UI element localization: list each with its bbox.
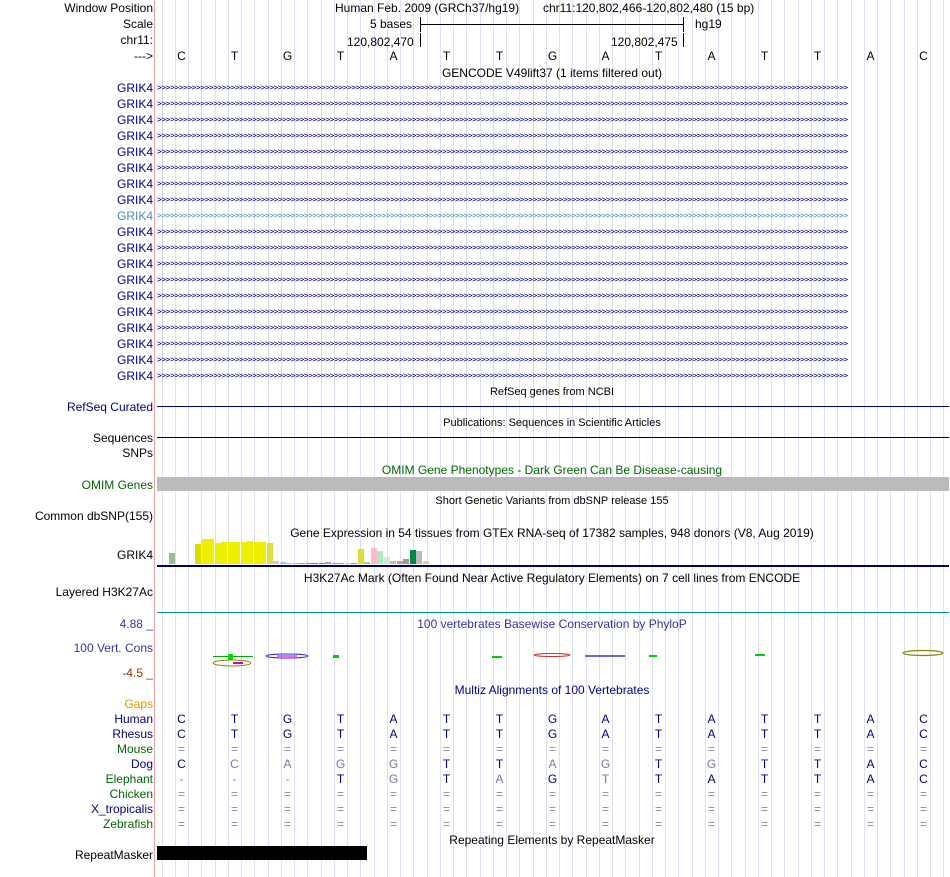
reference-base: T <box>495 49 504 63</box>
multiz-base: T <box>760 772 769 786</box>
multiz-base: = <box>283 787 291 801</box>
gencode-gene-label[interactable]: GRIK4 <box>116 273 153 287</box>
gtex-tissue-bar[interactable] <box>351 563 357 564</box>
multiz-base: T <box>336 712 345 726</box>
multiz-base: C <box>177 712 186 726</box>
reference-base: T <box>230 49 239 63</box>
gtex-expression-bars[interactable] <box>157 538 949 566</box>
multiz-base: A <box>389 712 398 726</box>
multiz-base: G <box>335 757 346 771</box>
gencode-gene-label[interactable]: GRIK4 <box>116 241 153 255</box>
multiz-base: = <box>654 802 662 816</box>
multiz-base: T <box>336 727 345 741</box>
gencode-transcript[interactable]: >>>>>>>>>>>>>>>>>>>>>>>>>>>>>>>>>>>>>>>>>>>>>>>>>>>>>>>>>>>>>>>>>>>>>>>>>>>>>>>>>>>>>>>>>>>>>>>>>>>>>>>>>>>>>>>>>>>>>>>>>>>>>>>>>>>>>>>>>>>>>>>>>>>>>>>>>>>>>>>> <box>157 259 848 268</box>
multiz-base: C <box>919 727 928 741</box>
h3k27ac-track-title[interactable]: H3K27Ac Mark (Often Found Near Active Regulatory Elements) on 7 cell lines from ENCODE <box>303 571 801 585</box>
multiz-base: G <box>282 727 293 741</box>
multiz-base: G <box>388 757 399 771</box>
gtex-tissue-bar[interactable] <box>403 559 409 564</box>
multiz-base: = <box>177 742 185 756</box>
multiz-base: T <box>230 712 239 726</box>
reference-base: A <box>601 49 610 63</box>
multiz-base: = <box>601 802 609 816</box>
gencode-transcript[interactable]: >>>>>>>>>>>>>>>>>>>>>>>>>>>>>>>>>>>>>>>>>>>>>>>>>>>>>>>>>>>>>>>>>>>>>>>>>>>>>>>>>>>>>>>>>>>>>>>>>>>>>>>>>>>>>>>>>>>>>>>>>>>>>>>>>>>>>>>>>>>>>>>>>>>>>>>>>>>>>>>> <box>157 227 848 236</box>
phylop-mark <box>277 655 297 657</box>
multiz-base: = <box>813 802 821 816</box>
reference-base: A <box>707 49 716 63</box>
multiz-species-label[interactable]: Zebrafish <box>102 817 153 831</box>
gencode-gene-label[interactable]: GRIK4 <box>116 289 153 303</box>
multiz-base: G <box>706 757 717 771</box>
multiz-base: T <box>813 712 822 726</box>
multiz-base: G <box>547 727 558 741</box>
multiz-base: A <box>548 757 557 771</box>
common-dbsnp-label[interactable]: Common dbSNP(155) <box>34 509 153 523</box>
gencode-track-title[interactable]: GENCODE V49lift37 (1 items filtered out) <box>441 66 663 80</box>
gtex-tissue-bar[interactable] <box>208 539 214 564</box>
gtex-tissue-bar[interactable] <box>423 561 429 564</box>
gtex-tissue-bar[interactable] <box>221 542 227 564</box>
phylop-mark <box>492 656 502 658</box>
gtex-tissue-bar[interactable] <box>182 563 188 564</box>
phylop-mark <box>228 654 233 660</box>
multiz-base: G <box>600 757 611 771</box>
multiz-base: = <box>707 742 715 756</box>
assembly-title: Human Feb. 2009 (GRCh37/hg19) <box>335 1 520 15</box>
reference-base: T <box>654 49 663 63</box>
multiz-base: = <box>654 817 662 831</box>
strand-arrow-label[interactable]: ---> <box>134 49 153 63</box>
reference-base: G <box>282 49 293 63</box>
multiz-base: = <box>548 802 556 816</box>
multiz-base: = <box>813 742 821 756</box>
phylop-label[interactable]: 100 Vert. Cons <box>73 641 153 655</box>
multiz-base: A <box>389 727 398 741</box>
repeatmasker-track-title[interactable]: Repeating Elements by RepeatMasker <box>449 833 655 847</box>
reference-base: G <box>547 49 558 63</box>
db-label: hg19 <box>695 17 722 31</box>
gencode-gene-label[interactable]: GRIK4 <box>116 145 153 159</box>
multiz-base: = <box>707 802 715 816</box>
gtex-tissue-bar[interactable] <box>260 542 266 564</box>
reference-base: C <box>177 49 186 63</box>
gencode-gene-label[interactable]: GRIK4 <box>116 337 153 351</box>
gencode-transcript[interactable]: >>>>>>>>>>>>>>>>>>>>>>>>>>>>>>>>>>>>>>>>>>>>>>>>>>>>>>>>>>>>>>>>>>>>>>>>>>>>>>>>>>>>>>>>>>>>>>>>>>>>>>>>>>>>>>>>>>>>>>>>>>>>>>>>>>>>>>>>>>>>>>>>>>>>>>>>>>>>>>>> <box>157 147 848 156</box>
multiz-base: = <box>495 787 503 801</box>
gencode-transcript[interactable]: >>>>>>>>>>>>>>>>>>>>>>>>>>>>>>>>>>>>>>>>>>>>>>>>>>>>>>>>>>>>>>>>>>>>>>>>>>>>>>>>>>>>>>>>>>>>>>>>>>>>>>>>>>>>>>>>>>>>>>>>>>>>>>>>>>>>>>>>>>>>>>>>>>>>>>>>>>>>>>>> <box>157 339 848 348</box>
multiz-base: = <box>230 787 238 801</box>
gtex-tissue-bar[interactable] <box>169 553 175 564</box>
phylop-mark <box>649 655 657 657</box>
multiz-base: = <box>866 817 874 831</box>
gencode-transcript[interactable]: >>>>>>>>>>>>>>>>>>>>>>>>>>>>>>>>>>>>>>>>>>>>>>>>>>>>>>>>>>>>>>>>>>>>>>>>>>>>>>>>>>>>>>>>>>>>>>>>>>>>>>>>>>>>>>>>>>>>>>>>>>>>>>>>>>>>>>>>>>>>>>>>>>>>>>>>>>>>>>>> <box>157 195 848 204</box>
multiz-base: = <box>919 787 927 801</box>
multiz-base: A <box>707 772 716 786</box>
multiz-base: - <box>179 772 184 786</box>
multiz-base: C <box>919 757 928 771</box>
gaps-label[interactable]: Gaps <box>124 697 153 711</box>
multiz-base: A <box>707 712 716 726</box>
multiz-base: = <box>495 742 503 756</box>
multiz-base: T <box>760 727 769 741</box>
multiz-base: T <box>442 727 451 741</box>
gencode-gene-label[interactable]: GRIK4 <box>116 257 153 271</box>
snps-label[interactable]: SNPs <box>122 446 153 460</box>
multiz-base: A <box>866 757 875 771</box>
multiz-base: T <box>230 727 239 741</box>
multiz-base: A <box>283 757 292 771</box>
multiz-base: T <box>654 772 663 786</box>
gencode-gene-label[interactable]: GRIK4 <box>116 113 153 127</box>
multiz-base: A <box>866 712 875 726</box>
reference-base: T <box>760 49 769 63</box>
phylop-mark <box>333 655 339 658</box>
multiz-base: T <box>495 727 504 741</box>
multiz-base: = <box>866 787 874 801</box>
repeatmasker-element[interactable] <box>157 846 367 860</box>
multiz-base: = <box>601 787 609 801</box>
gencode-gene-label[interactable]: GRIK4 <box>116 81 153 95</box>
omim-gene-bar[interactable] <box>157 477 949 491</box>
reference-base: T <box>813 49 822 63</box>
multiz-base: = <box>389 787 397 801</box>
multiz-base: - <box>232 772 237 786</box>
multiz-base: A <box>601 727 610 741</box>
gencode-transcript[interactable]: >>>>>>>>>>>>>>>>>>>>>>>>>>>>>>>>>>>>>>>>>>>>>>>>>>>>>>>>>>>>>>>>>>>>>>>>>>>>>>>>>>>>>>>>>>>>>>>>>>>>>>>>>>>>>>>>>>>>>>>>>>>>>>>>>>>>>>>>>>>>>>>>>>>>>>>>>>>>>>>> <box>157 291 848 300</box>
coord-tick-1: 120,802,470 <box>347 35 414 49</box>
phylop-mark <box>213 660 251 666</box>
multiz-base: T <box>442 772 451 786</box>
gencode-transcript[interactable]: >>>>>>>>>>>>>>>>>>>>>>>>>>>>>>>>>>>>>>>>>>>>>>>>>>>>>>>>>>>>>>>>>>>>>>>>>>>>>>>>>>>>>>>>>>>>>>>>>>>>>>>>>>>>>>>>>>>>>>>>>>>>>>>>>>>>>>>>>>>>>>>>>>>>>>>>>>>>>>>> <box>157 243 848 252</box>
multiz-base: = <box>760 817 768 831</box>
multiz-base: C <box>919 772 928 786</box>
multiz-base: = <box>601 742 609 756</box>
multiz-base: T <box>760 757 769 771</box>
multiz-species-label[interactable]: Mouse <box>116 742 153 756</box>
gencode-transcript[interactable]: >>>>>>>>>>>>>>>>>>>>>>>>>>>>>>>>>>>>>>>>>>>>>>>>>>>>>>>>>>>>>>>>>>>>>>>>>>>>>>>>>>>>>>>>>>>>>>>>>>>>>>>>>>>>>>>>>>>>>>>>>>>>>>>>>>>>>>>>>>>>>>>>>>>>>>>>>>>>>>>> <box>157 83 848 92</box>
multiz-base: = <box>389 817 397 831</box>
multiz-base: G <box>282 712 293 726</box>
h3k27ac-signal-line[interactable] <box>157 612 949 613</box>
multiz-base: = <box>760 787 768 801</box>
gencode-gene-label[interactable]: GRIK4 <box>116 321 153 335</box>
gencode-gene-label[interactable]: GRIK4 <box>116 161 153 175</box>
multiz-base: = <box>760 742 768 756</box>
multiz-base: = <box>866 802 874 816</box>
multiz-base: T <box>760 712 769 726</box>
multiz-base: = <box>601 817 609 831</box>
gencode-transcript[interactable]: >>>>>>>>>>>>>>>>>>>>>>>>>>>>>>>>>>>>>>>>>>>>>>>>>>>>>>>>>>>>>>>>>>>>>>>>>>>>>>>>>>>>>>>>>>>>>>>>>>>>>>>>>>>>>>>>>>>>>>>>>>>>>>>>>>>>>>>>>>>>>>>>>>>>>>>>>>>>>>>> <box>157 323 848 332</box>
reference-base: A <box>389 49 398 63</box>
gtex-tissue-bar[interactable] <box>312 563 318 564</box>
dbsnp-track-title[interactable]: Short Genetic Variants from dbSNP release 155 <box>435 495 669 507</box>
scale-text: 5 bases <box>370 17 413 31</box>
multiz-base: C <box>919 712 928 726</box>
multiz-base: G <box>547 772 558 786</box>
multiz-base: = <box>919 817 927 831</box>
multiz-base: T <box>654 727 663 741</box>
multiz-base: T <box>601 772 610 786</box>
gencode-gene-label[interactable]: GRIK4 <box>116 129 153 143</box>
gtex-tissue-bar[interactable] <box>273 561 279 564</box>
gencode-transcript[interactable]: >>>>>>>>>>>>>>>>>>>>>>>>>>>>>>>>>>>>>>>>>>>>>>>>>>>>>>>>>>>>>>>>>>>>>>>>>>>>>>>>>>>>>>>>>>>>>>>>>>>>>>>>>>>>>>>>>>>>>>>>>>>>>>>>>>>>>>>>>>>>>>>>>>>>>>>>>>>>>>>> <box>157 163 848 172</box>
multiz-base: = <box>283 742 291 756</box>
multiz-base: T <box>442 712 451 726</box>
multiz-base: T <box>654 712 663 726</box>
multiz-species-label[interactable]: Chicken <box>109 787 153 801</box>
multiz-base: = <box>813 787 821 801</box>
gtex-tissue-bar[interactable] <box>286 563 292 564</box>
gencode-transcript[interactable]: >>>>>>>>>>>>>>>>>>>>>>>>>>>>>>>>>>>>>>>>>>>>>>>>>>>>>>>>>>>>>>>>>>>>>>>>>>>>>>>>>>>>>>>>>>>>>>>>>>>>>>>>>>>>>>>>>>>>>>>>>>>>>>>>>>>>>>>>>>>>>>>>>>>>>>>>>>>>>>>> <box>157 307 848 316</box>
gencode-transcript[interactable]: >>>>>>>>>>>>>>>>>>>>>>>>>>>>>>>>>>>>>>>>>>>>>>>>>>>>>>>>>>>>>>>>>>>>>>>>>>>>>>>>>>>>>>>>>>>>>>>>>>>>>>>>>>>>>>>>>>>>>>>>>>>>>>>>>>>>>>>>>>>>>>>>>>>>>>>>>>>>>>>> <box>157 131 848 140</box>
phylop-signal[interactable] <box>157 645 949 669</box>
multiz-species-label[interactable]: Elephant <box>105 772 153 786</box>
label-separator <box>154 0 155 877</box>
gtex-tissue-bar[interactable] <box>364 562 370 564</box>
multiz-base: = <box>442 817 450 831</box>
multiz-base: = <box>707 817 715 831</box>
reference-base: A <box>866 49 875 63</box>
multiz-base: = <box>495 817 503 831</box>
multiz-base: = <box>283 802 291 816</box>
multiz-base: A <box>495 772 504 786</box>
multiz-base: T <box>336 772 345 786</box>
multiz-base: = <box>919 742 927 756</box>
multiz-base: C <box>230 757 239 771</box>
multiz-base: = <box>389 742 397 756</box>
gtex-tissue-bar[interactable] <box>325 562 331 564</box>
gencode-gene-label[interactable]: GRIK4 <box>116 177 153 191</box>
reference-base: C <box>919 49 928 63</box>
window-position-label: Window Position <box>64 1 153 15</box>
multiz-base: = <box>336 802 344 816</box>
phylop-max-value: 4.88 _ <box>119 617 153 631</box>
gtex-track-title[interactable]: Gene Expression in 54 tissues from GTEx RNA-seq of 17382 samples, 948 donors (V8, Aug 2019) <box>290 526 814 540</box>
multiz-species-label[interactable]: Dog <box>130 757 153 771</box>
gencode-gene-label[interactable]: GRIK4 <box>116 209 153 223</box>
multiz-base: = <box>230 802 238 816</box>
publications-sequences-line[interactable] <box>157 437 949 438</box>
multiz-species-label[interactable]: Rhesus <box>112 727 153 741</box>
coord-tick-2: 120,802,475 <box>611 35 678 49</box>
multiz-species-label[interactable]: Human <box>114 712 153 726</box>
scale-bar-left-tick <box>420 17 421 32</box>
multiz-base: G <box>547 712 558 726</box>
multiz-base: = <box>654 742 662 756</box>
multiz-base: = <box>707 787 715 801</box>
multiz-base: = <box>495 802 503 816</box>
gtex-gene-line[interactable] <box>157 565 949 567</box>
gtex-tissue-bar[interactable] <box>338 563 344 564</box>
multiz-base: T <box>495 757 504 771</box>
phylop-track-title[interactable]: 100 vertebrates Basewise Conservation by PhyloP <box>417 617 687 631</box>
phylop-min-value: -4.5 _ <box>122 666 153 680</box>
multiz-base: C <box>177 757 186 771</box>
repeatmasker-label[interactable]: RepeatMasker <box>74 848 153 862</box>
gencode-transcript[interactable]: >>>>>>>>>>>>>>>>>>>>>>>>>>>>>>>>>>>>>>>>>>>>>>>>>>>>>>>>>>>>>>>>>>>>>>>>>>>>>>>>>>>>>>>>>>>>>>>>>>>>>>>>>>>>>>>>>>>>>>>>>>>>>>>>>>>>>>>>>>>>>>>>>>>>>>>>>>>>>>>> <box>157 211 848 220</box>
multiz-base: = <box>760 802 768 816</box>
scale-bar <box>420 24 684 25</box>
multiz-base: A <box>866 727 875 741</box>
reference-base: T <box>336 49 345 63</box>
multiz-base: T <box>654 757 663 771</box>
gtex-tissue-bar[interactable] <box>195 544 201 564</box>
multiz-base: A <box>707 727 716 741</box>
multiz-base: = <box>866 742 874 756</box>
phylop-mark <box>903 651 943 656</box>
gencode-transcript[interactable]: >>>>>>>>>>>>>>>>>>>>>>>>>>>>>>>>>>>>>>>>>>>>>>>>>>>>>>>>>>>>>>>>>>>>>>>>>>>>>>>>>>>>>>>>>>>>>>>>>>>>>>>>>>>>>>>>>>>>>>>>>>>>>>>>>>>>>>>>>>>>>>>>>>>>>>>>>>>>>>>> <box>157 179 848 188</box>
gtex-tissue-bar[interactable] <box>299 563 305 564</box>
coord-tick-1-mark <box>420 33 421 47</box>
gencode-transcript[interactable]: >>>>>>>>>>>>>>>>>>>>>>>>>>>>>>>>>>>>>>>>>>>>>>>>>>>>>>>>>>>>>>>>>>>>>>>>>>>>>>>>>>>>>>>>>>>>>>>>>>>>>>>>>>>>>>>>>>>>>>>>>>>>>>>>>>>>>>>>>>>>>>>>>>>>>>>>>>>>>>>> <box>157 355 848 364</box>
multiz-base: = <box>336 742 344 756</box>
multiz-base: = <box>336 817 344 831</box>
refseq-track-title[interactable]: RefSeq genes from NCBI <box>489 386 615 398</box>
omim-track-title[interactable]: OMIM Gene Phenotypes - Dark Green Can Be Disease-causing <box>381 463 723 477</box>
reference-base: T <box>442 49 451 63</box>
gencode-gene-label[interactable]: GRIK4 <box>116 369 153 383</box>
gencode-transcript[interactable]: >>>>>>>>>>>>>>>>>>>>>>>>>>>>>>>>>>>>>>>>>>>>>>>>>>>>>>>>>>>>>>>>>>>>>>>>>>>>>>>>>>>>>>>>>>>>>>>>>>>>>>>>>>>>>>>>>>>>>>>>>>>>>>>>>>>>>>>>>>>>>>>>>>>>>>>>>>>>>>>> <box>157 115 848 124</box>
refseq-curated-label[interactable]: RefSeq Curated <box>66 400 153 414</box>
multiz-base: = <box>177 802 185 816</box>
h3k27ac-label[interactable]: Layered H3K27Ac <box>55 585 153 599</box>
multiz-base: G <box>388 772 399 786</box>
multiz-track-title[interactable]: Multiz Alignments of 100 Vertebrates <box>454 683 650 697</box>
scale-bar-right-tick <box>683 17 684 32</box>
multiz-base: T <box>442 757 451 771</box>
publications-sequences-label[interactable]: Sequences <box>92 431 153 445</box>
multiz-base: = <box>813 817 821 831</box>
multiz-base: = <box>442 802 450 816</box>
multiz-base: = <box>177 787 185 801</box>
multiz-base: T <box>813 772 822 786</box>
multiz-base: T <box>813 727 822 741</box>
multiz-base: = <box>177 817 185 831</box>
multiz-base: A <box>866 772 875 786</box>
multiz-base: A <box>601 712 610 726</box>
scale-label: Scale <box>122 17 153 31</box>
gencode-gene-label[interactable]: GRIK4 <box>116 353 153 367</box>
multiz-base: - <box>285 772 290 786</box>
multiz-base: = <box>442 742 450 756</box>
multiz-base: = <box>230 817 238 831</box>
gencode-gene-label[interactable]: GRIK4 <box>116 305 153 319</box>
gtex-tissue-bar[interactable] <box>416 551 422 564</box>
omim-genes-label[interactable]: OMIM Genes <box>81 478 153 492</box>
gtex-tissue-bar[interactable] <box>234 542 240 564</box>
gtex-gene-label[interactable]: GRIK4 <box>116 548 153 562</box>
position-readout: chr11:120,802,466-120,802,480 (15 bp) <box>543 1 755 15</box>
refseq-curated-line[interactable] <box>157 406 949 407</box>
gtex-tissue-bar[interactable] <box>377 551 383 564</box>
multiz-base: = <box>654 787 662 801</box>
phylop-mark <box>755 654 765 656</box>
gencode-transcript[interactable]: >>>>>>>>>>>>>>>>>>>>>>>>>>>>>>>>>>>>>>>>>>>>>>>>>>>>>>>>>>>>>>>>>>>>>>>>>>>>>>>>>>>>>>>>>>>>>>>>>>>>>>>>>>>>>>>>>>>>>>>>>>>>>>>>>>>>>>>>>>>>>>>>>>>>>>>>>>>>>>>> <box>157 371 848 380</box>
multiz-base: = <box>283 817 291 831</box>
multiz-base: T <box>495 712 504 726</box>
gtex-tissue-bar[interactable] <box>247 541 253 564</box>
gencode-transcript[interactable]: >>>>>>>>>>>>>>>>>>>>>>>>>>>>>>>>>>>>>>>>>>>>>>>>>>>>>>>>>>>>>>>>>>>>>>>>>>>>>>>>>>>>>>>>>>>>>>>>>>>>>>>>>>>>>>>>>>>>>>>>>>>>>>>>>>>>>>>>>>>>>>>>>>>>>>>>>>>>>>>> <box>157 275 848 284</box>
multiz-species-label[interactable]: X_tropicalis <box>90 802 153 816</box>
gtex-tissue-bar[interactable] <box>390 561 396 564</box>
multiz-base: = <box>442 787 450 801</box>
multiz-base: C <box>177 727 186 741</box>
multiz-base: = <box>389 802 397 816</box>
gencode-gene-label[interactable]: GRIK4 <box>116 193 153 207</box>
multiz-base: = <box>919 802 927 816</box>
multiz-base: = <box>230 742 238 756</box>
phylop-mark <box>534 654 570 657</box>
publications-track-title[interactable]: Publications: Sequences in Scientific Articles <box>443 417 661 429</box>
multiz-base: = <box>548 787 556 801</box>
gencode-gene-label[interactable]: GRIK4 <box>116 225 153 239</box>
multiz-base: T <box>813 757 822 771</box>
gencode-gene-label[interactable]: GRIK4 <box>116 97 153 111</box>
coord-tick-2-mark <box>683 33 684 47</box>
multiz-base: = <box>336 787 344 801</box>
gencode-transcript[interactable]: >>>>>>>>>>>>>>>>>>>>>>>>>>>>>>>>>>>>>>>>>>>>>>>>>>>>>>>>>>>>>>>>>>>>>>>>>>>>>>>>>>>>>>>>>>>>>>>>>>>>>>>>>>>>>>>>>>>>>>>>>>>>>>>>>>>>>>>>>>>>>>>>>>>>>>>>>>>>>>>> <box>157 99 848 108</box>
phylop-mark <box>233 662 243 664</box>
phylop-mark <box>585 655 625 657</box>
multiz-base: = <box>548 742 556 756</box>
chrom-label: chr11: <box>120 33 153 47</box>
multiz-base: = <box>548 817 556 831</box>
